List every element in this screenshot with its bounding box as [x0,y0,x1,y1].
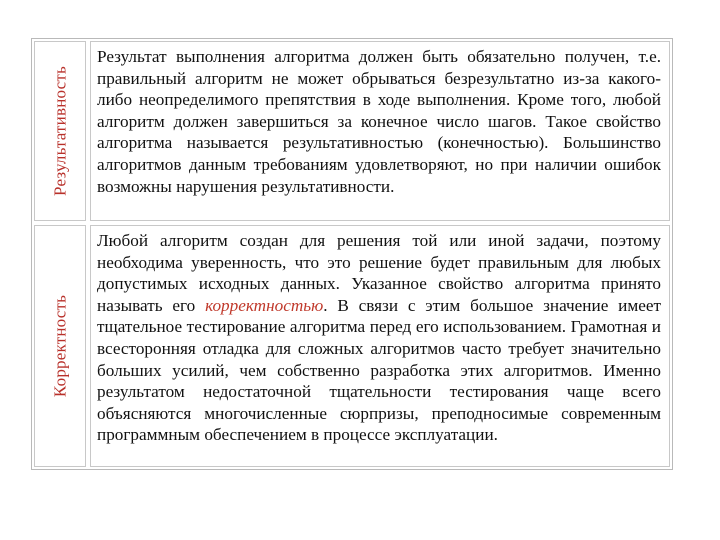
correctness-term: корректностью [205,295,324,315]
row-content-cell [90,41,670,221]
table-row-effectiveness [34,41,670,221]
correctness-description [97,230,661,446]
effectiveness-description: Результат выполнения алгоритма должен быть обязательно получен, т.е. правильный алгоритм не может обрываться безрезультатно из-за какого-либо неопределимого препятствия в ходе выполнения. Кроме того, любой алгоритм должен завершиться за конечное число шагов. Такое свойство алгоритма называется результативностью (конечностью). Большинство алгоритмов данным требованиям удовлетворяют, но при наличии ошибок возможны нарушения результативности. [97,47,661,196]
table-row-correctness [34,225,670,467]
row-label-cell [34,225,86,467]
row-label-effectiveness: Результативность [50,66,70,196]
row-label-cell [34,41,86,221]
correctness-text-before: Любой алгоритм создан для решения той или иной задачи, поэтому необходима уверенность, что это решение будет правильным для любых допустимых исходных данных. Указанное свойство алгоритма принято называть его [97,231,661,315]
row-label-correctness: Корректность [50,294,70,398]
row-content-cell [90,225,670,467]
properties-table [31,38,673,470]
correctness-text-after: . В связи с этим большое значение имеет тщательное тестирование алгоритма перед его использованием. Грамотная и всесторонняя отладка для сложных алгоритмов часто требует значительно больших усилий, чем собственно разработка этих алгоритмов. Именно результатом недостаточной тщательности тестирования чаще всего объясняются многочисленные сюрпризы, преподносимые современным программным обеспечением в процессе эксплуатации. [97,295,661,445]
